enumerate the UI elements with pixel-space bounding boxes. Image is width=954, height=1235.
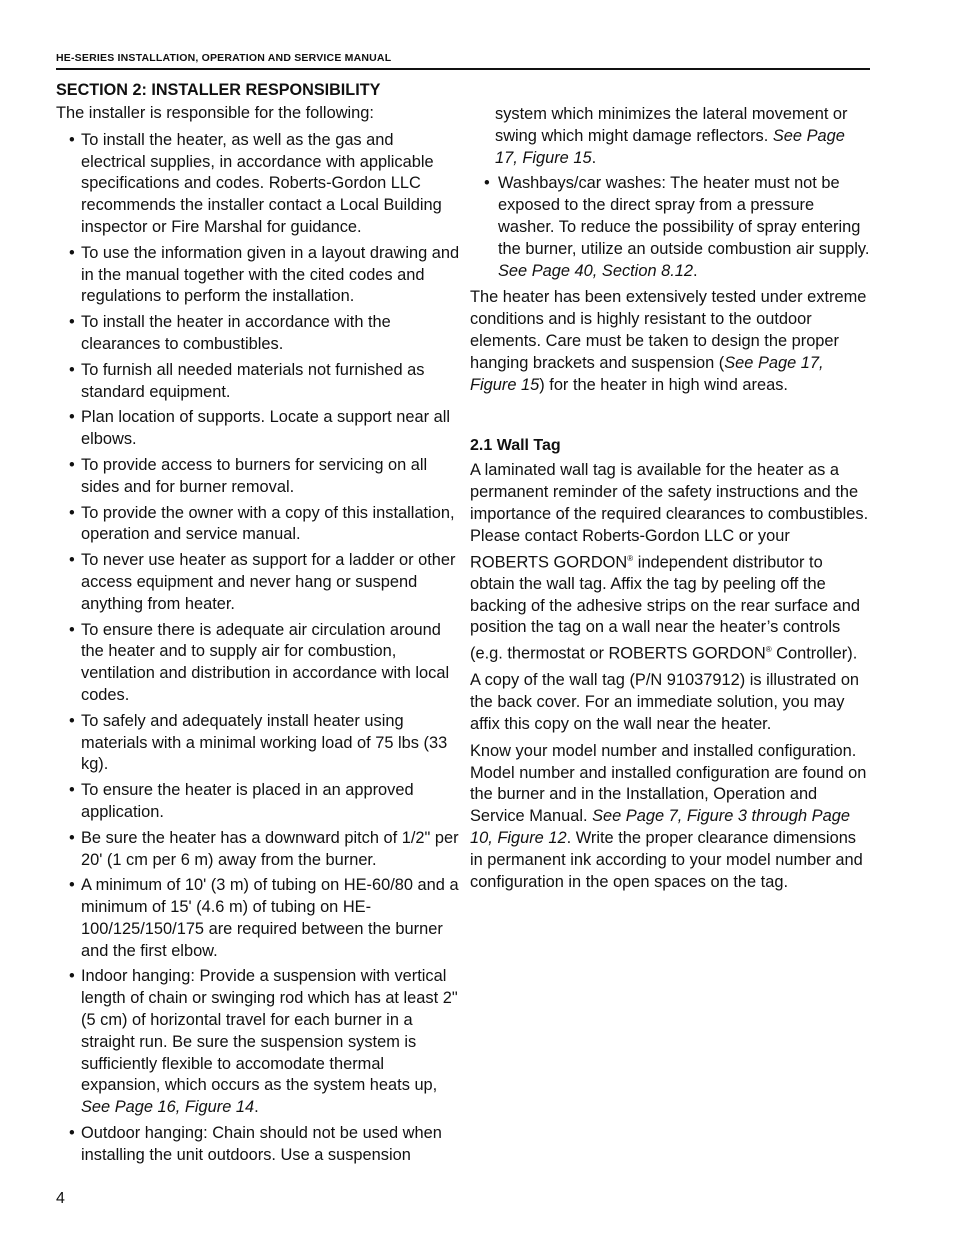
list-item: • To provide access to burners for servicing on all sides and for burner removal. bbox=[56, 455, 461, 499]
wall-tag-paragraph-2: A copy of the wall tag (P/N 91037912) is illustrated on the back cover. For an immediate solution, you may affix this copy on the wall near the heater. bbox=[470, 671, 860, 734]
cross-reference: See Page 7, Figure 3 through Page 10, Figure 12 bbox=[470, 807, 850, 848]
list-item: • To furnish all needed materials not furnished as standard equipment. bbox=[56, 360, 461, 404]
list-item: • Indoor hanging: Provide a suspension with vertical length of chain or swinging rod which has at least 2" (5 cm) of horizontal travel for each burner in a straight run. Be sure the suspension system is sufficiently flexible to accomodate thermal expansion, which occurs as the system heats up, See Page 16, Figure 14. bbox=[56, 966, 461, 1119]
responsibility-list-continued bbox=[470, 104, 870, 282]
cross-reference: See Page 17, Figure 15 bbox=[470, 353, 824, 394]
list-item: • To provide the owner with a copy of this installation, operation and service manual. bbox=[56, 503, 461, 547]
right-column bbox=[470, 104, 870, 898]
list-item: • Outdoor hanging: Chain should not be used when installing the unit outdoors. Use a suspension bbox=[56, 1123, 461, 1167]
list-item: • To ensure the heater is placed in an approved application. bbox=[56, 780, 461, 824]
section-heading: SECTION 2: INSTALLER RESPONSIBILITY bbox=[56, 81, 381, 99]
cross-reference: See Page 16, Figure 14 bbox=[81, 1098, 255, 1117]
section-intro: The installer is responsible for the following: bbox=[56, 104, 374, 122]
section-closing-paragraph: The heater has been extensively tested under extreme conditions and is highly resistant to the outdoor elements. Care must be taken to design the proper hanging brackets and suspension (See Page 17, Figure 15) for the heater in high wind areas. bbox=[470, 288, 867, 394]
cross-reference: See Page 40, Section 8.12 bbox=[498, 261, 694, 280]
subsection-heading: 2.1 Wall Tag bbox=[470, 437, 561, 455]
list-item: • To never use heater as support for a ladder or other access equipment and never hang or suspend anything from heater. bbox=[56, 550, 461, 615]
wall-tag-paragraph-1: A laminated wall tag is available for the heater as a permanent reminder of the safety instructions and the importance of the required clearances to combustibles. Please contact Roberts-Gordon LLC or your ROBERTS GORDON® independent distributor to obtain the wall tag. Affix the tag by peeling off the backing of the adhesive strips on the rear surface and position the tag on a wall near the heater’s controls (e.g. thermostat or ROBERTS GORDON® Controller). bbox=[470, 461, 869, 663]
left-column bbox=[56, 80, 461, 1171]
running-header bbox=[56, 52, 870, 70]
list-item: • To safely and adequately install heater using materials with a minimal working load of 75 lbs (33 kg). bbox=[56, 711, 461, 776]
list-item: • Be sure the heater has a downward pitch of 1/2" per 20' (1 cm per 6 m) away from the burner. bbox=[56, 828, 461, 872]
list-item: • To use the information given in a layout drawing and in the manual together with the cited codes and regulations to perform the installation. bbox=[56, 243, 461, 308]
list-item: • To install the heater in accordance with the clearances to combustibles. bbox=[56, 312, 461, 356]
list-item-continued: system which minimizes the lateral movement or swing which might damage reflectors. See Page 17, Figure 15. bbox=[495, 105, 848, 167]
cross-reference: See Page 17, Figure 15 bbox=[495, 126, 845, 167]
responsibility-list bbox=[56, 130, 461, 1167]
list-item: • Washbays/car washes: The heater must not be exposed to the direct spray from a pressure washer. To reduce the possibility of spray entering the burner, utilize an outside combustion air supply. See Page 40, Section 8.12. bbox=[470, 173, 870, 282]
list-item: • To ensure there is adequate air circulation around the heater and to supply air for combustion, ventilation and distribution in accordance with local codes. bbox=[56, 620, 461, 707]
list-item: • A minimum of 10' (3 m) of tubing on HE-60/80 and a minimum of 15' (4.6 m) of tubing on HE-100/125/150/175 are required between the burner and the first elbow. bbox=[56, 875, 461, 962]
page-number: 4 bbox=[56, 1190, 65, 1207]
running-header-title: HE-SERIES INSTALLATION, OPERATION AND SERVICE MANUAL bbox=[56, 52, 392, 64]
list-item: • Plan location of supports. Locate a support near all elbows. bbox=[56, 407, 461, 451]
wall-tag-paragraph-3: Know your model number and installed configuration. Model number and installed configuration are found on the burner and in the Installation, Operation and Service Manual. See Page 7, Figure 3 through Page 10, Figure 12. Write the proper clearance dimensions in permanent ink according to your model number and configuration in the open spaces on the tag. bbox=[470, 741, 867, 891]
list-item: • To install the heater, as well as the gas and electrical supplies, in accordance with applicable specifications and codes. Roberts-Gordon LLC recommends the installer contact a Local Building inspector or Fire Marshal for guidance. bbox=[56, 130, 461, 239]
